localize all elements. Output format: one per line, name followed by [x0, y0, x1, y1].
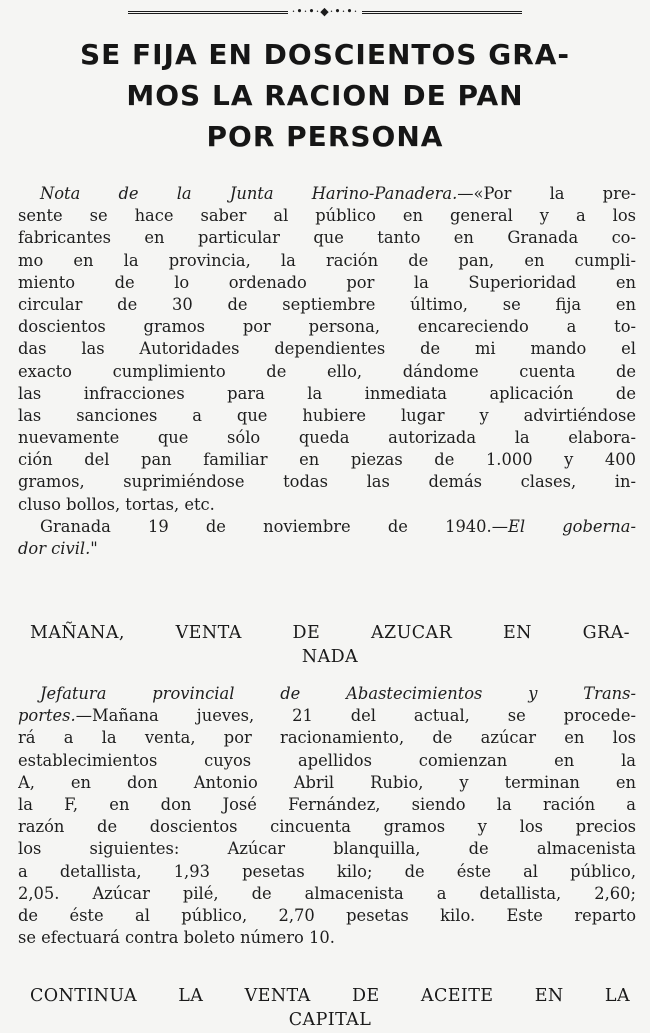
closing-signature: dor civil." [18, 539, 98, 558]
subheading-line: CAPITAL [288, 1010, 372, 1030]
subheading-line: CONTINUA LA VENTA DE ACEITE EN LA [30, 986, 630, 1006]
subheading-sugar-sale [30, 621, 630, 669]
article-bread-ration [18, 183, 636, 560]
rule-left [128, 11, 288, 14]
closing-date: Granada 19 de noviembre de 1940.— [40, 516, 508, 536]
article-line [18, 705, 636, 727]
article-line: de éste al público, 2,70 pesetas kilo. Este reparto [18, 905, 636, 925]
article-line: ción del pan familiar en piezas de 1.000 y 400 [18, 450, 636, 470]
article-line: las infracciones para la inmediata aplicación de [18, 383, 636, 403]
article-line: a detallista, 1,93 pesetas kilo; de éste al público, [18, 861, 636, 881]
article-line: fabricantes en particular que tanto en Granada co- [18, 228, 636, 248]
article-line: sente se hace saber al público en general y a los [18, 206, 636, 226]
article-line-text: —Mañana jueves, 21 del actual, se procede- [75, 706, 636, 726]
article-closing [18, 516, 636, 538]
article-line: se efectuará contra boleto número 10. [18, 928, 335, 948]
rule-ornament-glyphs: ·•·•·◆·•·•· [291, 5, 359, 18]
rule-right [362, 11, 522, 14]
article-line: A, en don Antonio Abril Rubio, y terminan en [18, 772, 636, 792]
article-line: 2,05. Azúcar pilé, de almacenista a detallista, 2,60; [18, 883, 636, 903]
article-line: establecimientos cuyos apellidos comienzan en la [18, 750, 636, 770]
article-line: doscientos gramos por persona, encareciendo a to- [18, 317, 636, 337]
article-line: miento de lo ordenado por la Superioridad en [18, 272, 636, 292]
article-lead: Jefatura provincial de Abastecimientos y Trans- [40, 684, 636, 703]
article-sugar-sale [18, 683, 636, 949]
subheading-oil-sale [30, 984, 630, 1032]
headline-line: POR PERSONA [206, 120, 444, 153]
headline-line: SE FIJA EN DOSCIENTOS GRA- [79, 38, 571, 71]
article-line: cluso bollos, tortas, etc. [18, 494, 215, 514]
article-line-text: —«Por la pre- [457, 184, 636, 203]
subheading-line: MAÑANA, VENTA DE AZUCAR EN GRA- [30, 623, 630, 643]
headline [8, 34, 642, 157]
article-line: exacto cumplimiento de ello, dándome cuenta de [18, 361, 636, 381]
article-line: las sanciones a que hubiere lugar y advirtiéndose [18, 405, 636, 425]
article-lead: portes. [18, 706, 76, 726]
article-line [18, 183, 636, 205]
article-line: la F, en don José Fernández, siendo la ración a [18, 794, 636, 814]
subheading-line: NADA [301, 647, 359, 667]
article-lead: Nota de la Junta Harino-Panadera. [40, 184, 458, 203]
headline-line: MOS LA RACION DE PAN [126, 79, 524, 112]
article-line: circular de 30 de septiembre último, se fija en [18, 294, 636, 314]
closing-signature: El goberna- [507, 516, 636, 536]
article-line: razón de doscientos cincuenta gramos y los precios [18, 817, 636, 837]
article-line: los siguientes: Azúcar blanquilla, de almacenista [18, 839, 636, 859]
article-line: mo en la provincia, la ración de pan, en cumpli- [18, 250, 636, 270]
article-line: rá a la venta, por racionamiento, de azúcar en los [18, 728, 636, 748]
article-line: nuevamente que sólo queda autorizada la elabora- [18, 428, 636, 448]
article-line: gramos, suprimiéndose todas las demás clases, in- [18, 472, 636, 492]
top-rule-ornament [128, 6, 522, 18]
article-line: das las Autoridades dependientes de mi mando el [18, 339, 636, 359]
